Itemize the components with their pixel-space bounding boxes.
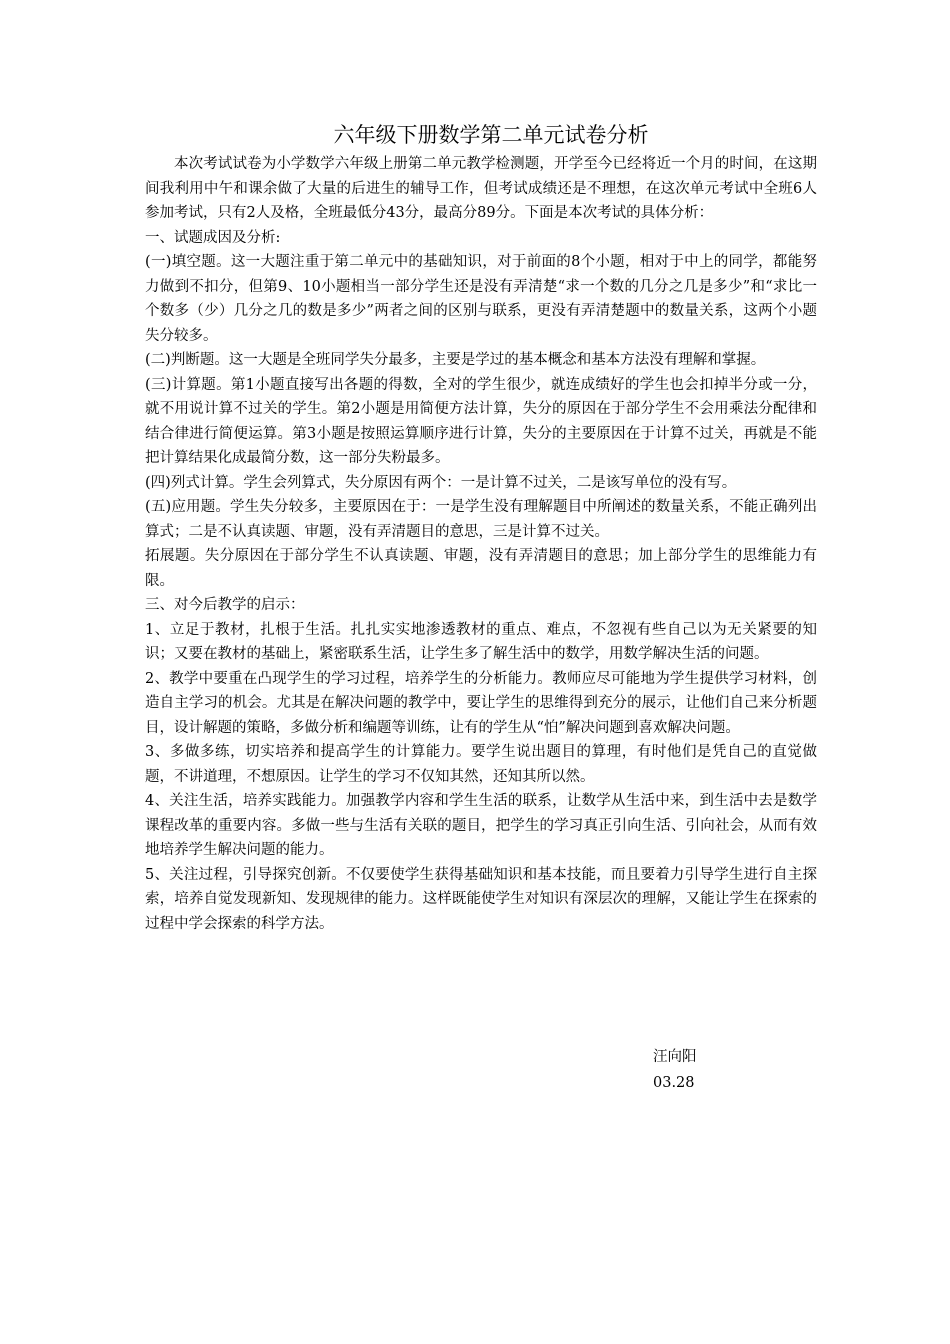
insight-item-3: 3、多做多练，切实培养和提高学生的计算能力。要学生说出题目的算理，有时他们是凭自己的直觉做题，不讲道理，不想原因。让学生的学习不仅知其然，还知其所以然。: [145, 744, 817, 785]
insight-item-5: 5、关注过程，引导探究创新。不仅要使学生获得基础知识和基本技能，而且要着力引导学生进行自主探索，培养自觉发现新知、发现规律的能力。这样既能使学生对知识有深层次的理解，又能让学生在探索的过程中学会探索的科学方法。: [145, 866, 817, 932]
analysis-extension: 拓展题。失分原因在于部分学生不认真读题、审题，没有弄清题目的意思；加上部分学生的思维能力有限。: [145, 548, 817, 589]
document-body: [145, 118, 817, 936]
section-heading-insights: 三、对今后教学的启示：: [145, 597, 305, 613]
insight-item-1: 1、立足于教材，扎根于生活。扎扎实实地渗透教材的重点、难点，不忽视有些自己以为无关紧要的知识；又要在教材的基础上，紧密联系生活，让学生多了解生活中的数学，用数学解决生活的问题。: [145, 621, 817, 662]
intro-paragraph: 本次考试试卷为小学数学六年级上册第二单元教学检测题，开学至今已经将近一个月的时间，在这期间我利用中午和课余做了大量的后进生的辅导工作，但考试成绩还是不理想，在这次单元考试中全班6人参加考试，只有2人及格，全班最低分43分，最高分89分。下面是本次考试的具体分析：: [145, 156, 817, 221]
insight-item-4: 4、关注生活，培养实践能力。加强教学内容和学生生活的联系，让数学从生活中来，到生活中去是数学课程改革的重要内容。多做一些与生活有关联的题目，把学生的学习真正引向生活、引向社会，从而有效地培养学生解决问题的能力。: [145, 793, 817, 858]
analysis-word-problems: (五)应用题。学生失分较多，主要原因在于：一是学生没有理解题目中所阐述的数量关系，不能正确列出算式；二是不认真读题、审题，没有弄清题目的意思，三是计算不过关。: [145, 499, 817, 540]
analysis-equation: (四)列式计算。学生会列算式，失分原因有两个：一是计算不过关，二是该写单位的没有写。: [145, 474, 737, 491]
insight-item-2: 2、教学中要重在凸现学生的学习过程，培养学生的分析能力。教师应尽可能地为学生提供学习材料，创造自主学习的机会。尤其是在解决问题的教学中，要让学生的思维得到充分的展示，让他们自己来分析题目，设计解题的策略，多做分析和编题等训练，让有的学生从“怕”解决问题到喜欢解决问题。: [145, 670, 817, 736]
analysis-true-false: (二)判断题。这一大题是全班同学失分最多，主要是学过的基本概念和基本方法没有理解和掌握。: [145, 352, 766, 368]
document-title: 六年级下册数学第二单元试卷分析: [333, 123, 649, 147]
signature-date: 03.28: [653, 1075, 695, 1091]
signature-name: 汪向阳: [653, 1049, 697, 1065]
analysis-calculation: (三)计算题。第1小题直接写出各题的得数，全对的学生很少，就连成绩好的学生也会扣掉半分或一分，就不用说计算不过关的学生。第2小题是用简便方法计算，失分的原因在于部分学生不会用乘法分配律和结合律进行简便运算。第3小题是按照运算顺序进行计算，失分的主要原因在于计算不过关，再就是不能把计算结果化成最简分数，这一部分失粉最多。: [145, 376, 817, 466]
section-heading-analysis: 一、试题成因及分析:: [145, 229, 281, 246]
analysis-fill-blank: (一)填空题。这一大题注重于第二单元中的基础知识，对于前面的8个小题，相对于中上的同学，都能努力做到不扣分，但第9、10小题相当一部分学生还是没有弄清楚“求一个数的几分之几是多少”和“求比一个数多（少）几分之几的数是多少”两者之间的区别与联系，更没有弄清楚题中的数量关系，这两个小题失分较多。: [145, 254, 817, 344]
